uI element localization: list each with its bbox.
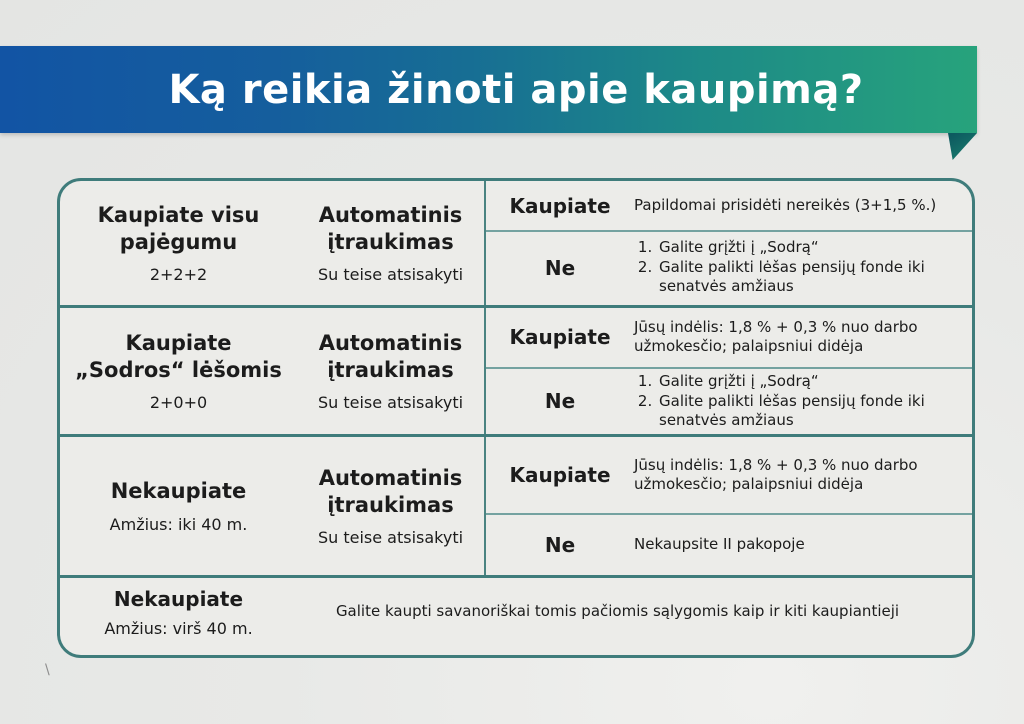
scenario-title: Nekaupiate: [113, 586, 244, 611]
banner-fold-corner: [948, 133, 977, 160]
list-item: 1. Galite grįžti į „Sodrą“: [657, 372, 958, 392]
mechanism-subtitle: Su teise atsisakyti: [317, 264, 464, 284]
option-label: Ne: [544, 255, 576, 280]
list-item: 1. Galite grįžti į „Sodrą“: [657, 238, 958, 258]
scenario-cell: [60, 578, 297, 646]
title-banner: [0, 46, 977, 133]
option-description: [634, 236, 972, 299]
option-row-kaupiate: [486, 308, 972, 367]
option-list: [634, 238, 958, 297]
mechanism-cell: [297, 308, 484, 434]
table-row: [60, 305, 972, 434]
option-row-kaupiate: [486, 437, 972, 513]
scenario-subtitle: Amžius: iki 40 m.: [109, 514, 248, 534]
option-label: Kaupiate: [509, 325, 611, 350]
mechanism-cell: [297, 437, 484, 575]
scenario-title: Kaupiate visu pajėgumu: [97, 203, 260, 254]
option-row-ne: [486, 230, 972, 303]
mechanism-subtitle: Su teise atsisakyti: [317, 527, 464, 547]
option-row-ne: [486, 513, 972, 575]
option-description: Jūsų indėlis: 1,8 % + 0,3 % nuo darbo užmokesčio; palaipsniui didėja: [634, 317, 918, 356]
option-row-kaupiate: [486, 181, 972, 230]
mechanism-title: Automatinis įtraukimas: [318, 331, 463, 382]
option-description: Jūsų indėlis: 1,8 % + 0,3 % nuo darbo užmokesčio; palaipsniui didėja: [634, 455, 918, 494]
option-label: Ne: [544, 389, 576, 414]
footer-description: Galite kaupti savanoriškai tomis pačiomis sąlygomis kaip ir kiti kaupiantieji: [335, 602, 900, 621]
scenario-title: Kaupiate „Sodros“ lėšomis: [75, 331, 282, 382]
list-item: 2. Galite palikti lėšas pensijų fonde iki senatvės amžiaus: [657, 258, 958, 297]
table-row: [60, 434, 972, 575]
option-label: Kaupiate: [509, 463, 611, 488]
scenario-subtitle: 2+2+2: [149, 264, 208, 284]
scenario-subtitle: Amžius: virš 40 m.: [104, 618, 253, 638]
row-left-cell: [60, 437, 484, 575]
mechanism-title: Automatinis įtraukimas: [318, 466, 463, 517]
page-title: Ką reikia žinoti apie kaupimą?: [168, 66, 864, 113]
options-cell: [484, 308, 972, 434]
mechanism-title: Automatinis įtraukimas: [318, 203, 463, 254]
scenario-cell: [60, 181, 297, 305]
scenario-subtitle: 2+0+0: [149, 392, 208, 412]
scenario-cell: [60, 437, 297, 575]
option-description: [634, 370, 972, 433]
row-left-cell: [60, 181, 484, 305]
option-description: Papildomai prisidėti nereikės (3+1,5 %.): [634, 195, 937, 214]
mechanism-cell: [297, 181, 484, 305]
table-footer-row: [60, 575, 972, 646]
list-item: 2. Galite palikti lėšas pensijų fonde iki senatvės amžiaus: [657, 392, 958, 431]
option-list: [634, 372, 958, 431]
table-row: [60, 181, 972, 305]
options-cell: [484, 437, 972, 575]
option-label: Ne: [544, 533, 576, 558]
options-cell: [484, 181, 972, 305]
comparison-table: [57, 178, 975, 658]
mechanism-subtitle: Su teise atsisakyti: [317, 392, 464, 412]
option-description: Nekaupsite II pakopoje: [634, 535, 805, 554]
scenario-cell: [60, 308, 297, 434]
row-left-cell: [60, 308, 484, 434]
option-row-ne: [486, 367, 972, 434]
scenario-title: Nekaupiate: [110, 479, 247, 504]
option-label: Kaupiate: [509, 193, 611, 218]
stray-mark: \: [45, 662, 50, 678]
